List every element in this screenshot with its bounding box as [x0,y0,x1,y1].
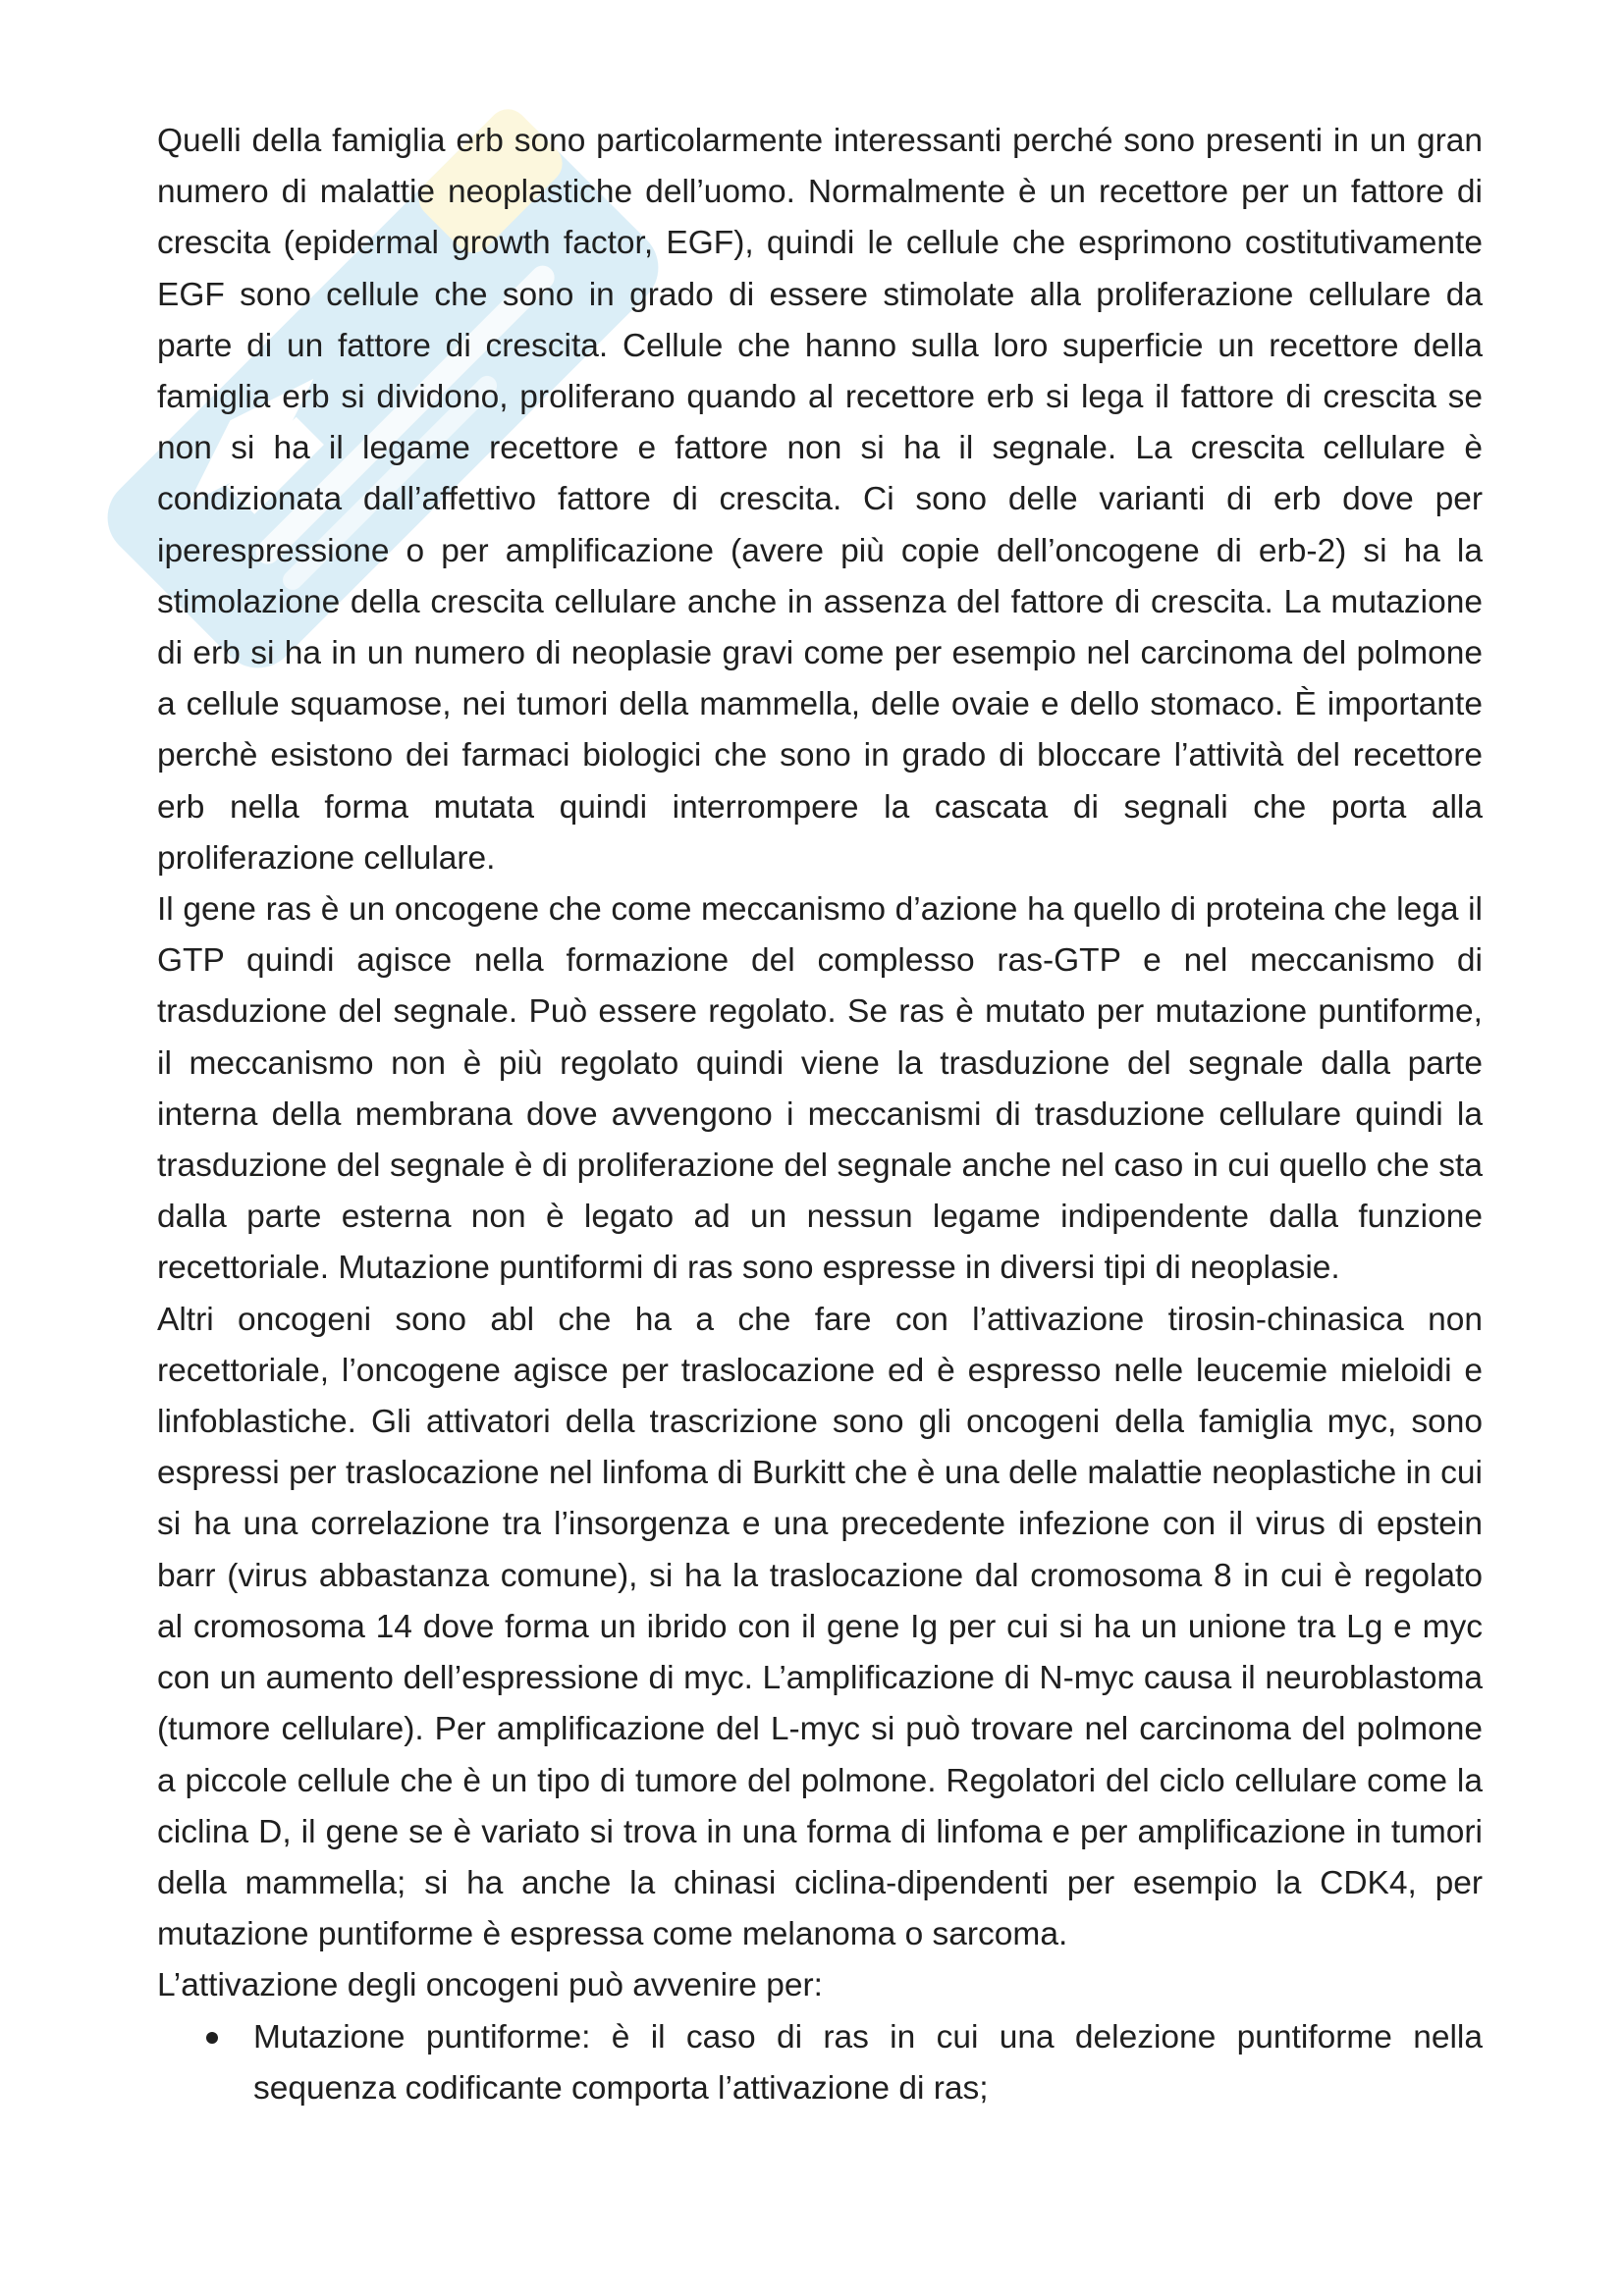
paragraph-ras: Il gene ras è un oncogene che come meccanismo d’azione ha quello di proteina che lega il GTP quindi agisce nella formazione del complesso ras-GTP e nel meccanismo di trasduzione del segnale. Può essere regolato. Se ras è mutato per mutazione puntiforme, il meccanismo non è più regolato quindi viene la trasduzione del segnale dalla parte interna della membrana dove avvengono i meccanismi di trasduzione cellulare quindi la trasduzione del segnale è di proliferazione del segnale anche nel caso in cui quello che sta dalla parte esterna non è legato ad un nessun legame indipendente dalla funzione recettoriale. Mutazione puntiformi di ras sono espresse in diversi tipi di neoplasie. [157,891,1483,1287]
activation-list [157,2012,1483,2114]
document-page [157,116,1483,2114]
list-item [253,2012,1483,2114]
list-item-text: Mutazione puntiforme: è il caso di ras in cui una delezione puntiforme nella sequenza codificante comporta l’attivazione di ras; [253,2018,1483,2107]
bullet-icon [206,2032,218,2044]
list-intro: L’attivazione degli oncogeni può avvenire per: [157,1967,823,2004]
paragraph-other-oncogenes: Altri oncogeni sono abl che ha a che fare con l’attivazione tirosin-chinasica non recettoriale, l’oncogene agisce per traslocazione ed è espresso nelle leucemie mieloidi e linfoblastiche. Gli attivatori della trascrizione sono gli oncogeni della famiglia myc, sono espressi per traslocazione nel linfoma di Burkitt che è una delle malattie neoplastiche in cui si ha una correlazione tra l’insorgenza e una precedente infezione con il virus di epstein barr (virus abbastanza comune), si ha la traslocazione dal cromosoma 8 in cui è regolato al cromosoma 14 dove forma un ibrido con il gene Ig per cui si ha un unione tra Lg e myc con un aumento dell’espressione di myc. L’amplificazione di N-myc causa il neuroblastoma (tumore cellulare). Per amplificazione del L-myc si può trovare nel carcinoma del polmone a piccole cellule che è un tipo di tumore del polmone. Regolatori del ciclo cellulare come la ciclina D, il gene se è variato si trova in una forma di linfoma e per amplificazione in tumori della mammella; si ha anche la chinasi ciclina-dipendenti per esempio la CDK4, per mutazione puntiforme è espressa come melanoma o sarcoma. [157,1301,1483,1953]
paragraph-erb: Quelli della famiglia erb sono particolarmente interessanti perché sono presenti in un gran numero di malattie neoplastiche dell’uomo. Normalmente è un recettore per un fattore di crescita (epidermal growth factor, EGF), quindi le cellule che esprimono costitutivamente EGF sono cellule che sono in grado di essere stimolate alla proliferazione cellulare da parte di un fattore di crescita. Cellule che hanno sulla loro superficie un recettore della famiglia erb si dividono, proliferano quando al recettore erb si lega il fattore di crescita se non si ha il legame recettore e fattore non si ha il segnale. La crescita cellulare è condizionata dall’affettivo fattore di crescita. Ci sono delle varianti di erb dove per iperespressione o per amplificazione (avere più copie dell’oncogene di erb-2) si ha la stimolazione della crescita cellulare anche in assenza del fattore di crescita. La mutazione di erb si ha in un numero di neoplasie gravi come per esempio nel carcinoma del polmone a cellule squamose, nei tumori della mammella, delle ovaie e dello stomaco. È importante perchè esistono dei farmaci biologici che sono in grado di bloccare l’attività del recettore erb nella forma mutata quindi interrompere la cascata di segnali che porta alla proliferazione cellulare. [157,123,1483,877]
